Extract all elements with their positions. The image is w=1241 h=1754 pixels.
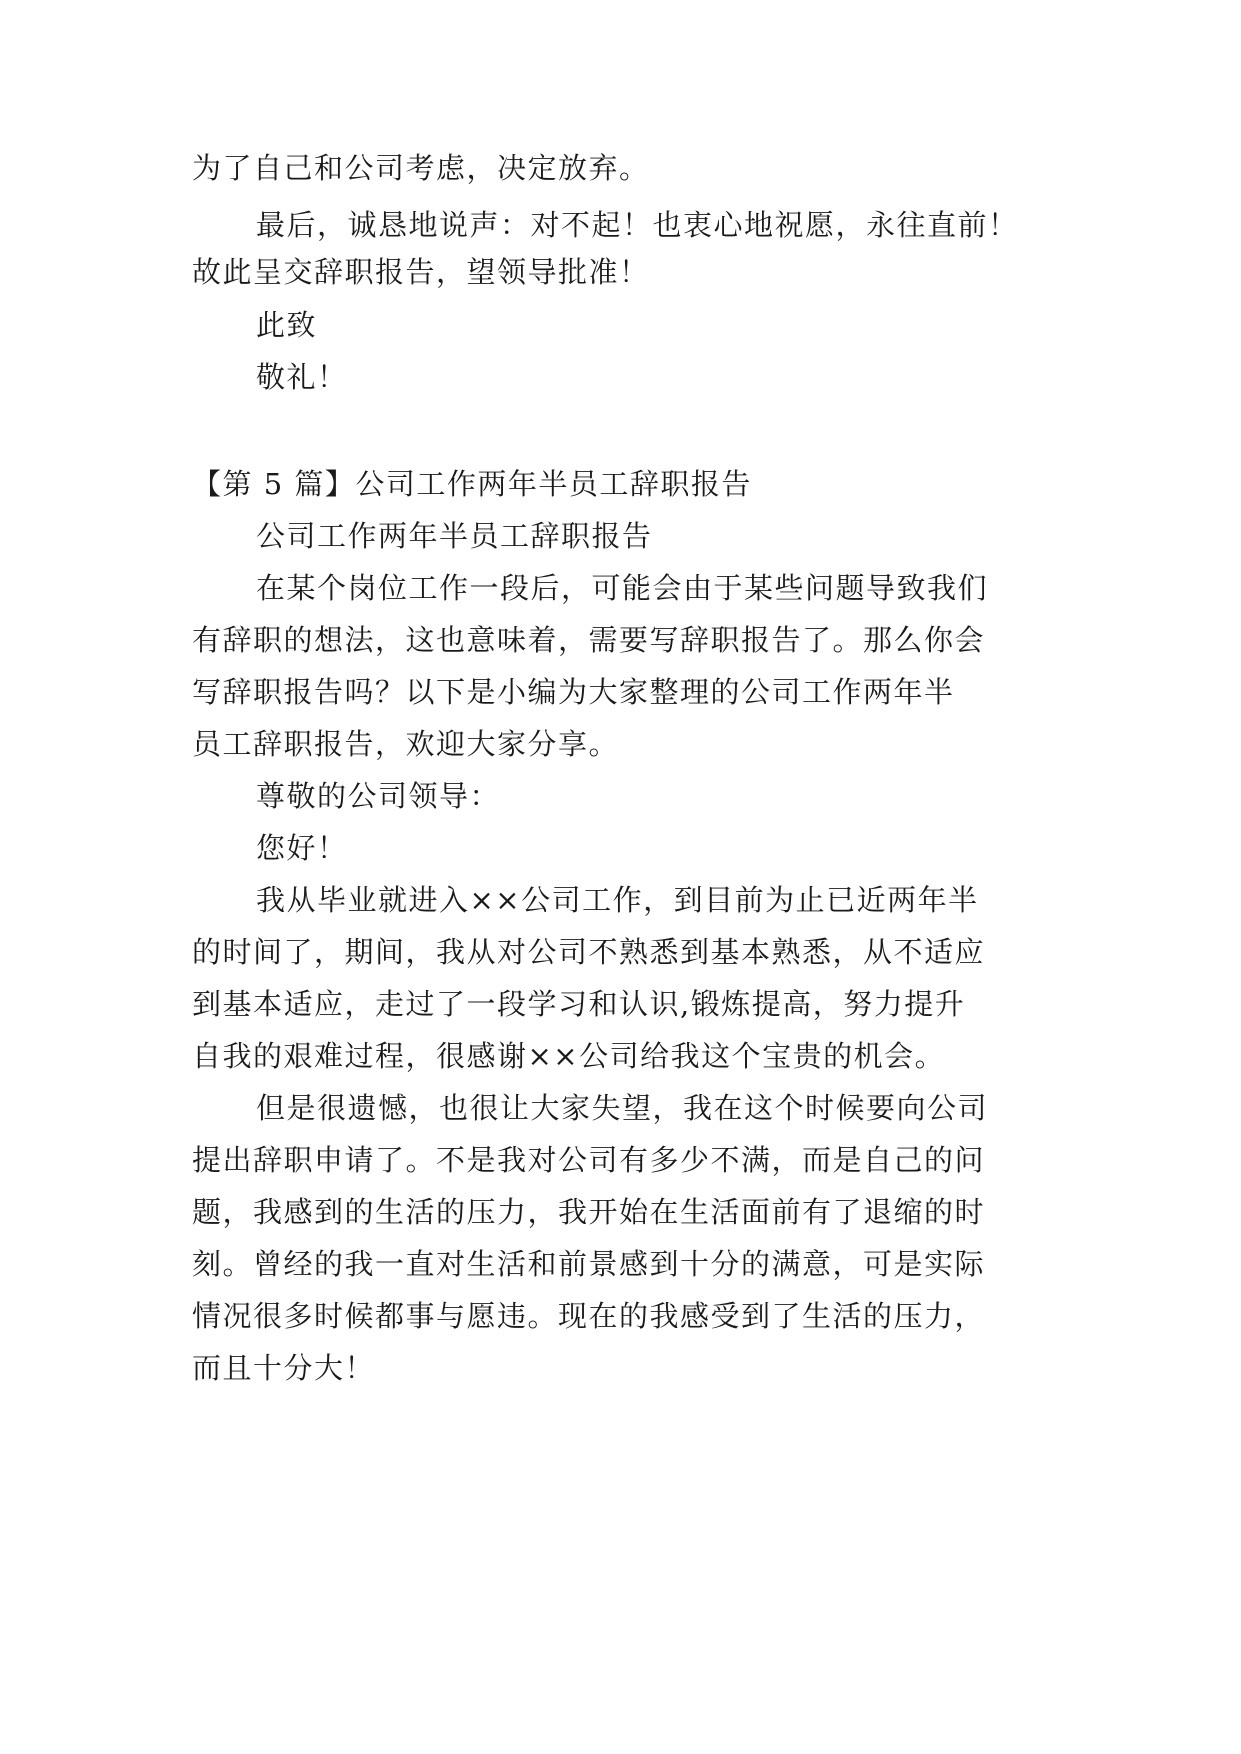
text-line: 刻。曾经的我一直对生活和前景感到十分的满意，可是实际 — [192, 1247, 986, 1281]
closing-line: 敬礼！ — [256, 360, 348, 394]
text-line: 为了自己和公司考虑，决定放弃。 — [192, 151, 650, 185]
text-line: 但是很遗憾，也很让大家失望，我在这个时候要向公司 — [256, 1091, 989, 1125]
text-line: 提出辞职申请了。不是我对公司有多少不满，而是自己的问 — [192, 1143, 986, 1177]
section-title: 公司工作两年半员工辞职报告 — [256, 519, 653, 553]
text-line: 的时间了，期间，我从对公司不熟悉到基本熟悉，从不适应 — [192, 935, 986, 969]
text-line: 有辞职的想法，这也意味着，需要写辞职报告了。那么你会 — [192, 623, 986, 657]
text-line: 最后，诚恳地说声：对不起！也衷心地祝愿，永往直前！ — [256, 208, 1019, 242]
text-line: 员工辞职报告，欢迎大家分享。 — [192, 727, 620, 761]
salutation: 尊敬的公司领导： — [256, 779, 501, 813]
text-line: 故此呈交辞职报告，望领导批准！ — [192, 255, 650, 289]
greeting: 您好！ — [256, 831, 348, 865]
section-heading: 【第 5 篇】公司工作两年半员工辞职报告 — [192, 467, 752, 501]
closing-line: 此致 — [256, 308, 318, 342]
text-line: 而且十分大！ — [192, 1351, 376, 1385]
text-line: 情况很多时候都事与愿违。现在的我感受到了生活的压力， — [192, 1299, 986, 1333]
text-line: 在某个岗位工作一段后，可能会由于某些问题导致我们 — [256, 571, 989, 605]
text-line: 题，我感到的生活的压力，我开始在生活面前有了退缩的时 — [192, 1195, 986, 1229]
text-line: 到基本适应，走过了一段学习和认识,锻炼提高，努力提升 — [192, 987, 966, 1021]
text-line: 自我的艰难过程，很感谢××公司给我这个宝贵的机会。 — [192, 1039, 946, 1073]
text-line: 我从毕业就进入××公司工作，到目前为止已近两年半 — [256, 883, 979, 917]
text-line: 写辞职报告吗？以下是小编为大家整理的公司工作两年半 — [192, 675, 955, 709]
